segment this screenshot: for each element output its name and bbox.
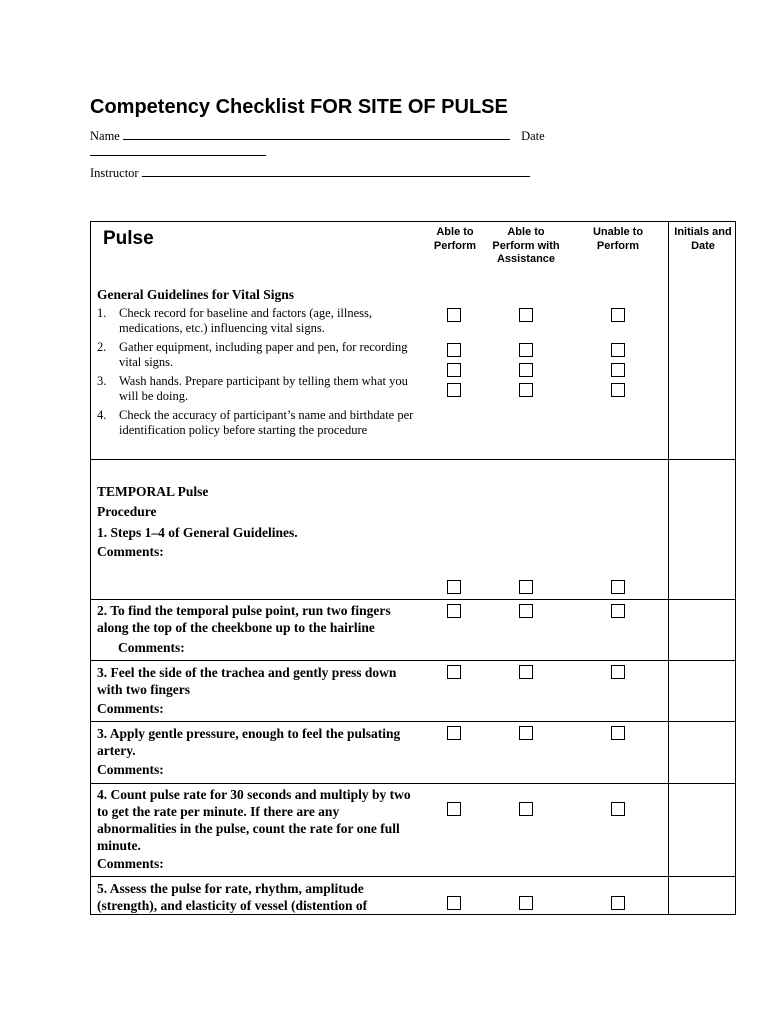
temporal-pulse-title: TEMPORAL Pulse [97,484,209,499]
step-2-text: 2. To find the temporal pulse point, run two fingers along the top of the cheekbone up to the hairline [97,603,391,635]
checkbox-with-assistance[interactable] [519,580,533,594]
instructor-blank[interactable] [142,166,530,177]
step-3b-text: 3. Apply gentle pressure, enough to feel the pulsating artery. [97,726,401,758]
name-blank[interactable] [123,129,510,140]
guideline-item: 3. Wash hands. Prepare participant by telling them what you will be doing. [97,374,408,403]
step-5-text: 5. Assess the pulse for rate, rhythm, amplitude (strength), and elasticity of vessel (distention of [97,881,368,913]
checkbox-unable[interactable] [611,383,625,397]
row-divider [91,721,735,722]
guideline-item: 1. Check record for baseline and factors (age, illness, medications, etc.) influencing vital signs. [97,306,373,335]
comments-label: Comments: [97,544,164,559]
checkbox-with-assistance[interactable] [519,308,533,322]
checkbox-able[interactable] [447,580,461,594]
guidelines-list [97,306,427,442]
checkbox-able[interactable] [447,308,461,322]
checkbox-unable[interactable] [611,802,625,816]
checkbox-unable[interactable] [611,604,625,618]
checkbox-able[interactable] [447,343,461,357]
date-label: Date [521,129,545,143]
checkbox-unable[interactable] [611,665,625,679]
checkbox-with-assistance[interactable] [519,726,533,740]
guideline-item: 4. Check the accuracy of participant’s name and birthdate per identification policy before starting the procedure [97,408,414,437]
checkbox-unable[interactable] [611,308,625,322]
pulse-heading: Pulse [103,228,154,249]
guidelines-title: General Guidelines for Vital Signs [97,287,295,302]
row-divider [91,876,735,877]
checkbox-able[interactable] [447,665,461,679]
step-3-text: 3. Feel the side of the trachea and gently press down with two fingers [97,665,397,697]
checkbox-with-assistance[interactable] [519,343,533,357]
initials-column-divider [668,222,669,914]
checkbox-able[interactable] [447,383,461,397]
row-divider [91,783,735,784]
instructor-field[interactable] [90,166,530,181]
checkbox-able[interactable] [447,726,461,740]
row-divider [91,599,735,600]
checkbox-able[interactable] [447,363,461,377]
checkbox-able[interactable] [447,802,461,816]
comments-label: Comments: [97,856,164,871]
checkbox-with-assistance[interactable] [519,383,533,397]
row-divider [91,660,735,661]
column-header-unable: Unable to Perform [592,226,644,252]
date-field[interactable] [90,145,266,160]
procedure-label: Procedure [97,504,157,519]
checkbox-with-assistance[interactable] [519,604,533,618]
checkbox-with-assistance[interactable] [519,665,533,679]
comments-label: Comments: [97,762,164,777]
date-blank[interactable] [90,145,266,156]
step-1-text: 1. Steps 1–4 of General Guidelines. [97,525,298,540]
checkbox-unable[interactable] [611,726,625,740]
checkbox-with-assistance[interactable] [519,363,533,377]
name-field[interactable] [90,129,545,144]
comments-label: Comments: [97,701,164,716]
checkbox-unable[interactable] [611,343,625,357]
comments-label: Comments: [118,640,185,655]
name-label: Name [90,129,120,143]
column-header-able: Able to Perform [433,226,477,252]
checkbox-with-assistance[interactable] [519,896,533,910]
checkbox-unable[interactable] [611,580,625,594]
step-4-text: 4. Count pulse rate for 30 seconds and multiply by two to get the rate per minute. If there are any abnormalities in the pulse, count the rate for one full minute. [97,787,411,853]
checkbox-unable[interactable] [611,363,625,377]
checkbox-unable[interactable] [611,896,625,910]
instructor-label: Instructor [90,166,139,180]
checkbox-able[interactable] [447,896,461,910]
guideline-item: 2. Gather equipment, including paper and pen, for recording vital signs. [97,340,408,369]
column-header-initials: Initials and Date [674,226,732,252]
column-header-with-assistance: Able to Perform with Assistance [492,226,560,265]
checkbox-able[interactable] [447,604,461,618]
row-divider [91,459,735,460]
checkbox-with-assistance[interactable] [519,802,533,816]
checklist-table [90,221,736,915]
document-title: Competency Checklist FOR SITE OF PULSE [90,96,508,118]
